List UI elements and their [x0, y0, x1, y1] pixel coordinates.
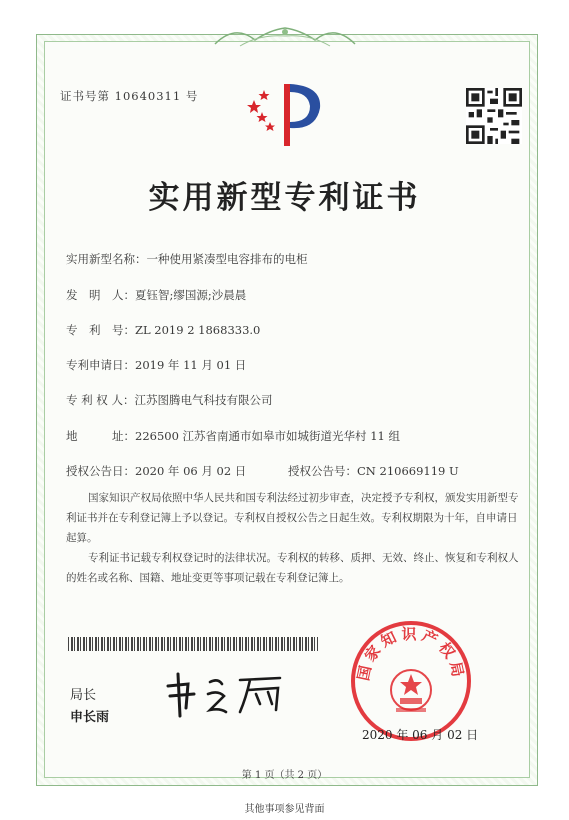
inventor-value: 夏钰智;缪国源;沙晨晨	[135, 288, 247, 302]
inventor-label: 发 明 人：	[66, 288, 135, 302]
patent-number-label: 专 利 号：	[66, 323, 135, 337]
address-label: 地 址：	[66, 429, 135, 443]
page-number: 第 1 页（共 2 页）	[241, 770, 328, 781]
cert-no-value: 10640311	[114, 89, 182, 103]
certificate-title: 实用新型专利证书	[148, 180, 421, 216]
utility-model-name-label: 实用新型名称：	[66, 252, 147, 266]
barcode	[68, 637, 318, 651]
filing-date-label: 专利申请日：	[66, 358, 135, 372]
patentee-label: 专 利 权 人：	[66, 393, 135, 407]
patentee-row	[66, 392, 272, 408]
utility-model-name-value: 一种使用紧凑型电容排布的电柜	[146, 252, 308, 266]
certificate-number	[60, 88, 198, 104]
qr-code	[466, 88, 522, 144]
seal-date: 2020 年 06 月 02 日	[362, 728, 479, 742]
utility-model-name-row	[66, 251, 308, 267]
director-name: 申长雨	[70, 710, 110, 725]
announce-number-value: CN 210669119 U	[357, 464, 459, 478]
address-value: 226500 江苏省南通市如皋市如城街道光华村 11 组	[135, 429, 400, 443]
patentee-value: 江苏图腾电气科技有限公司	[134, 393, 273, 407]
director-title: 局长	[70, 688, 97, 703]
back-note: 其他事项参见背面	[244, 804, 325, 815]
signature-text: 申长雨	[160, 668, 163, 669]
announce-date-value: 2020 年 06 月 02 日	[135, 464, 247, 478]
seal-text: 国家知识产权局	[354, 624, 468, 683]
announce-date-row	[66, 463, 246, 479]
cert-no-label: 证书号第	[60, 89, 110, 103]
filing-date-value: 2019 年 11 月 01 日	[135, 358, 247, 372]
patent-number-row	[66, 322, 260, 338]
patent-number-value: ZL 2019 2 1868333.0	[135, 323, 261, 337]
filing-date-row	[66, 357, 246, 373]
legal-status-paragraph: 专利证书记载专利权登记时的法律状况。专利权的转移、质押、无效、终止、恢复和专利权人的姓名或名称、国籍、地址变更等事项记载在专利登记簿上。	[66, 552, 519, 584]
announce-number-label: 授权公告号：	[288, 464, 357, 478]
svg-text:国家知识产权局	[354, 625, 468, 682]
director-signature	[160, 668, 300, 718]
cert-no-suffix: 号	[185, 89, 199, 103]
inventor-row	[66, 287, 246, 303]
announce-date-label: 授权公告日：	[66, 464, 135, 478]
announce-number-row	[288, 463, 459, 479]
grant-paragraph: 国家知识产权局依照中华人民共和国专利法经过初步审查，决定授予专利权，颁发实用新型专利证书并在专利登记簿上予以登记。专利权自授权公告之日起生效。专利权期限为十年，自申请日起算。	[66, 492, 519, 544]
top-ornament	[210, 22, 360, 52]
cnipa-logo	[246, 78, 328, 150]
address-row	[66, 428, 400, 444]
